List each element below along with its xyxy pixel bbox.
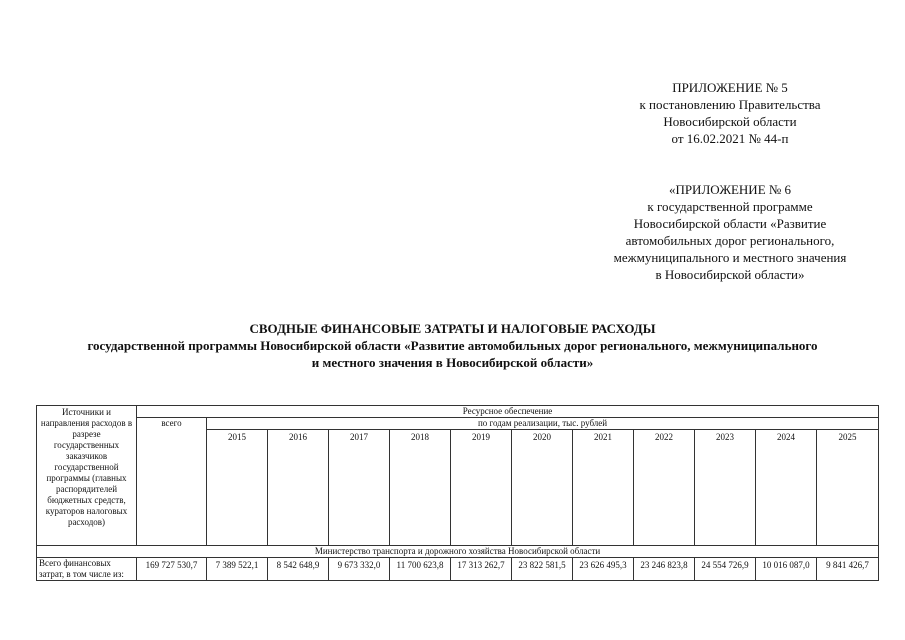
appendix-6-line: Новосибирской области «Развитие — [633, 216, 827, 231]
header-row-1 — [37, 406, 879, 418]
appendix-6-line: к государственной программе — [647, 199, 813, 214]
appendix-6-line: в Новосибирской области» — [655, 267, 805, 282]
appendix-5-line: ПРИЛОЖЕНИЕ № 5 — [672, 80, 788, 95]
row-value: 11 700 623,8 — [390, 558, 451, 581]
row-value: 24 554 726,9 — [695, 558, 756, 581]
total-header: всего — [137, 418, 207, 546]
year-header: 2018 — [390, 430, 451, 546]
row-value: 23 822 581,5 — [512, 558, 573, 581]
title-line-1: СВОДНЫЕ ФИНАНСОВЫЕ ЗАТРАТЫ И НАЛОГОВЫЕ РАСХОДЫ — [249, 321, 656, 336]
year-header: 2024 — [756, 430, 817, 546]
appendix-6-header — [585, 181, 875, 283]
appendix-5-line: к постановлению Правительства — [639, 97, 821, 112]
year-header: 2017 — [329, 430, 390, 546]
row-value: 9 841 426,7 — [817, 558, 879, 581]
table-row — [37, 558, 879, 581]
appendix-6-line: межмуниципального и местного значения — [613, 250, 847, 265]
row-value: 23 246 823,8 — [634, 558, 695, 581]
row-value: 9 673 332,0 — [329, 558, 390, 581]
year-header: 2015 — [207, 430, 268, 546]
appendix-5-line: Новосибирской области — [663, 114, 797, 129]
by-years-header: по годам реализации, тыс. рублей — [207, 418, 879, 430]
year-header: 2022 — [634, 430, 695, 546]
financial-table — [36, 405, 879, 581]
header-row-2 — [37, 418, 879, 430]
title-line-3: и местного значения в Новосибирской области» — [311, 355, 594, 370]
row-value: 17 313 262,7 — [451, 558, 512, 581]
row-label: Всего финансовых затрат, в том числе из: — [37, 558, 137, 581]
year-header: 2019 — [451, 430, 512, 546]
year-header: 2021 — [573, 430, 634, 546]
title-line-2: государственной программы Новосибирской области «Развитие автомобильных дорог регионального, межмуниципального — [87, 338, 818, 353]
row-total: 169 727 530,7 — [137, 558, 207, 581]
year-header: 2025 — [817, 430, 879, 546]
year-header: 2023 — [695, 430, 756, 546]
row-value: 23 626 495,3 — [573, 558, 634, 581]
appendix-6-line: «ПРИЛОЖЕНИЕ № 6 — [668, 182, 792, 197]
resource-header: Ресурсное обеспечение — [137, 406, 879, 418]
appendix-5-header — [590, 79, 870, 147]
appendix-6-line: автомобильных дорог регионального, — [625, 233, 835, 248]
year-header: 2020 — [512, 430, 573, 546]
row-value: 8 542 648,9 — [268, 558, 329, 581]
appendix-5-line: от 16.02.2021 № 44-п — [671, 131, 789, 146]
document-title — [0, 320, 905, 371]
ministry-row — [37, 546, 879, 558]
row-value: 10 016 087,0 — [756, 558, 817, 581]
row-value: 7 389 522,1 — [207, 558, 268, 581]
year-header: 2016 — [268, 430, 329, 546]
source-header: Источники и направления расходов в разрезе государственных заказчиков государственной программы (главных распорядителей бюджетных средств, кураторов налоговых расходов) — [37, 406, 137, 546]
ministry-name: Министерство транспорта и дорожного хозяйства Новосибирской области — [37, 546, 879, 558]
